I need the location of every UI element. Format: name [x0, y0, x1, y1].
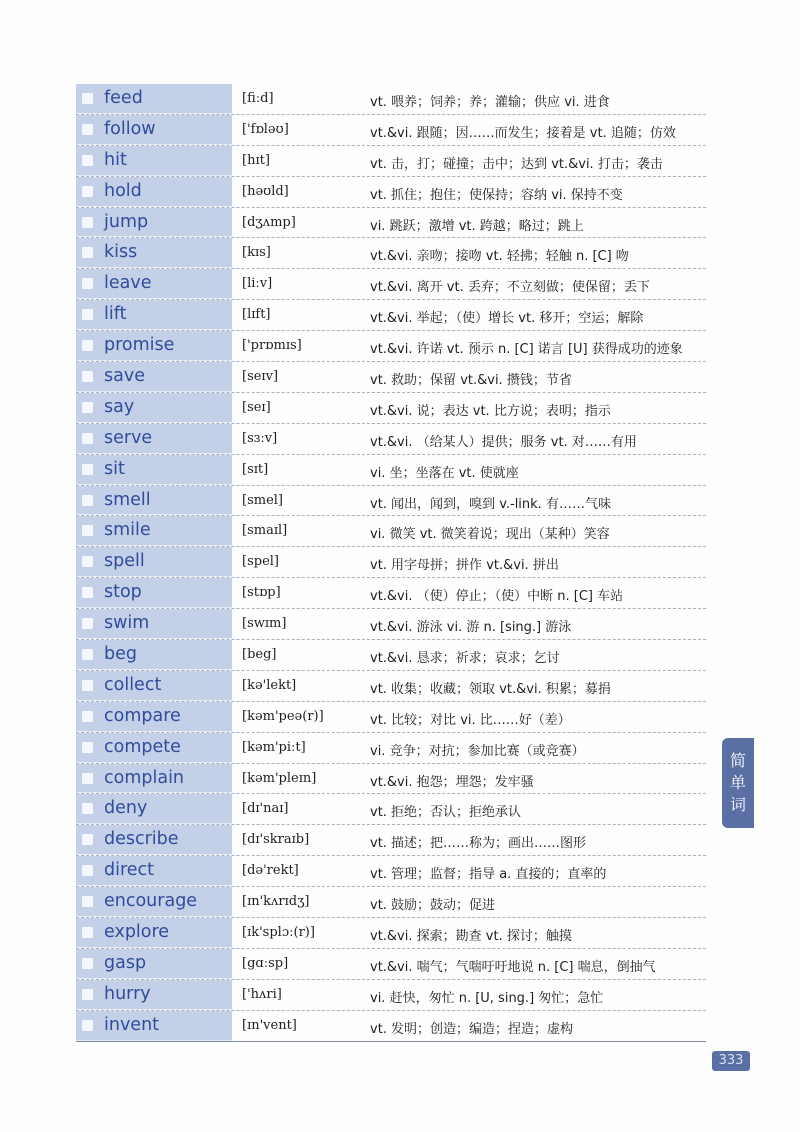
- word-definition: vt. 发明；创造；编造；捏造；虚构: [370, 1021, 574, 1037]
- phonetic-transcription: [də'rekt]: [242, 863, 299, 879]
- word-cell: [76, 794, 232, 824]
- word-checkbox[interactable]: [82, 896, 93, 907]
- word-checkbox[interactable]: [82, 309, 93, 320]
- word-definition: vt. 拒绝；否认；拒绝承认: [370, 805, 522, 821]
- phonetic-transcription: [kəm'peə(r)]: [242, 708, 324, 724]
- word-label: complain: [104, 767, 185, 788]
- word-cell: [76, 393, 232, 423]
- word-label: invent: [104, 1014, 160, 1035]
- phonetic-transcription: [lɪft]: [242, 307, 271, 323]
- word-cell: [76, 1011, 232, 1041]
- word-cell: [76, 177, 232, 207]
- word-cell: [76, 208, 232, 238]
- vocab-row: [76, 177, 706, 208]
- word-label: explore: [104, 922, 170, 943]
- word-checkbox[interactable]: [82, 803, 93, 814]
- phonetic-transcription: [ɪk'splɔː(r)]: [242, 925, 315, 941]
- word-checkbox[interactable]: [82, 834, 93, 845]
- word-label: smile: [104, 520, 151, 541]
- phonetic-transcription: [kɪs]: [242, 245, 271, 261]
- phonetic-transcription: [dɪ'naɪ]: [242, 801, 289, 817]
- word-cell: [76, 238, 232, 268]
- word-definition: vt.&vi. （给某人）提供；服务 vt. 对……有用: [370, 434, 637, 450]
- vocab-row: [76, 424, 706, 455]
- word-cell: [76, 146, 232, 176]
- word-cell: [76, 455, 232, 485]
- vocab-row: [76, 393, 706, 424]
- word-label: beg: [104, 644, 137, 665]
- word-checkbox[interactable]: [82, 402, 93, 413]
- word-label: smell: [104, 489, 151, 510]
- word-checkbox[interactable]: [82, 1020, 93, 1031]
- word-definition: vt.&vi. 跟随；因……而发生；接着是 vt. 追随；仿效: [370, 125, 676, 141]
- word-label: feed: [104, 88, 143, 108]
- phonetic-transcription: [həʊld]: [242, 183, 289, 199]
- word-definition: vt. 闻出，闻到，嗅到 v.-link. 有……气味: [370, 496, 611, 512]
- word-label: follow: [104, 118, 156, 139]
- phonetic-transcription: [kə'lekt]: [242, 677, 297, 693]
- word-label: describe: [104, 829, 179, 850]
- phonetic-transcription: [seɪv]: [242, 369, 279, 385]
- word-checkbox[interactable]: [82, 155, 93, 166]
- word-definition: vt. 比较；对比 vi. 比……好（差）: [370, 712, 571, 728]
- word-checkbox[interactable]: [82, 433, 93, 444]
- phonetic-transcription: [sɪt]: [242, 461, 269, 477]
- word-cell: [76, 609, 232, 639]
- word-definition: vt. 描述；把……称为；画出……图形: [370, 836, 587, 852]
- vocab-row: [76, 362, 706, 393]
- phonetic-transcription: ['fɒləʊ]: [242, 121, 289, 137]
- section-tab-char: 简: [729, 751, 746, 770]
- vocab-row: [76, 980, 706, 1011]
- word-definition: vi. 竞争；对抗；参加比赛（或竞赛）: [370, 743, 585, 759]
- word-checkbox[interactable]: [82, 989, 93, 1000]
- vocab-row: [76, 702, 706, 733]
- word-checkbox[interactable]: [82, 217, 93, 228]
- word-label: spell: [104, 551, 145, 572]
- word-definition: vt. 抓住；抱住；使保持；容纳 vi. 保持不变: [370, 187, 623, 203]
- word-definition: vt.&vi. 喘气；气喘吁吁地说 n. [C] 喘息，倒抽气: [370, 959, 656, 975]
- word-cell: [76, 671, 232, 701]
- word-checkbox[interactable]: [82, 958, 93, 969]
- vocab-row: [76, 84, 706, 115]
- vocab-row: [76, 486, 706, 517]
- phonetic-transcription: ['hʌri]: [242, 986, 282, 1002]
- word-definition: vt.&vi. 许诺 vt. 预示 n. [C] 诺言 [U] 获得成功的迹象: [370, 342, 683, 358]
- section-tab[interactable]: [722, 738, 754, 828]
- word-cell: [76, 362, 232, 392]
- word-checkbox[interactable]: [82, 556, 93, 567]
- word-label: hurry: [104, 983, 151, 1004]
- word-definition: vi. 微笑 vt. 微笑着说；现出（某种）笑容: [370, 527, 610, 543]
- word-label: collect: [104, 674, 162, 695]
- phonetic-transcription: [ɪn'vent]: [242, 1017, 297, 1033]
- word-cell: [76, 825, 232, 855]
- word-cell: [76, 516, 232, 546]
- word-cell: [76, 949, 232, 979]
- word-label: stop: [104, 582, 142, 603]
- word-checkbox[interactable]: [82, 773, 93, 784]
- word-checkbox[interactable]: [82, 865, 93, 876]
- word-definition: vt.&vi. 说；表达 vt. 比方说；表明；指示: [370, 403, 611, 419]
- vocab-row: [76, 887, 706, 918]
- word-checkbox[interactable]: [82, 495, 93, 506]
- word-definition: vt.&vi. 举起；（使）增长 vt. 移开；空运；解除: [370, 311, 644, 327]
- word-definition: vt. 收集；收藏；领取 vt.&vi. 积累；募捐: [370, 681, 611, 697]
- word-cell: [76, 640, 232, 670]
- word-cell: [76, 486, 232, 516]
- word-label: sit: [104, 458, 125, 479]
- phonetic-transcription: [kəm'pleɪn]: [242, 770, 317, 786]
- word-checkbox[interactable]: [82, 525, 93, 536]
- phonetic-transcription: [sɜːv]: [242, 430, 278, 446]
- word-checkbox[interactable]: [82, 742, 93, 753]
- vocab-row: [76, 856, 706, 887]
- word-label: encourage: [104, 891, 198, 912]
- word-definition: vi. 坐；坐落在 vt. 使就座: [370, 465, 519, 481]
- vocab-row: [76, 547, 706, 578]
- vocab-row: [76, 578, 706, 609]
- word-checkbox[interactable]: [82, 340, 93, 351]
- phonetic-transcription: [kəm'piːt]: [242, 739, 306, 755]
- word-label: hit: [104, 149, 127, 170]
- vocab-row: [76, 918, 706, 949]
- vocab-row: [76, 640, 706, 671]
- phonetic-transcription: [smel]: [242, 492, 283, 508]
- word-checkbox[interactable]: [82, 278, 93, 289]
- phonetic-transcription: [fiːd]: [242, 91, 274, 106]
- word-definition: vt.&vi. 游泳 vi. 游 n. [sing.] 游泳: [370, 620, 572, 636]
- phonetic-transcription: [seɪ]: [242, 399, 271, 415]
- vocab-row: [76, 733, 706, 764]
- word-cell: [76, 331, 232, 361]
- word-label: serve: [104, 427, 153, 448]
- vocab-row: [76, 794, 706, 825]
- vocab-row: [76, 825, 706, 856]
- word-cell: [76, 980, 232, 1010]
- vocab-row: [76, 516, 706, 547]
- word-label: jump: [104, 211, 149, 232]
- vocab-row: [76, 238, 706, 269]
- phonetic-transcription: [dɪ'skraɪb]: [242, 832, 310, 848]
- word-definition: vt. 鼓励；鼓动；促进: [370, 898, 496, 914]
- section-tab-char: 单: [729, 773, 746, 792]
- word-cell: [76, 578, 232, 608]
- vocab-row: [76, 455, 706, 486]
- vocabulary-table: [76, 84, 706, 1042]
- word-label: hold: [104, 180, 142, 201]
- word-label: compete: [104, 736, 181, 757]
- word-cell: [76, 269, 232, 299]
- word-cell: [76, 733, 232, 763]
- word-definition: vt.&vi. 亲吻；接吻 vt. 轻拂；轻触 n. [C] 吻: [370, 249, 629, 265]
- vocab-row: [76, 115, 706, 146]
- word-label: promise: [104, 335, 175, 356]
- word-label: gasp: [104, 952, 147, 973]
- word-label: deny: [104, 798, 148, 819]
- word-checkbox[interactable]: [82, 649, 93, 660]
- phonetic-transcription: [liːv]: [242, 276, 273, 292]
- phonetic-transcription: [stɒp]: [242, 585, 281, 601]
- word-cell: [76, 300, 232, 330]
- word-cell: [76, 856, 232, 886]
- word-checkbox[interactable]: [82, 93, 93, 104]
- word-checkbox[interactable]: [82, 618, 93, 629]
- word-definition: vt.&vi. （使）停止；（使）中断 n. [C] 车站: [370, 589, 624, 605]
- word-checkbox[interactable]: [82, 587, 93, 598]
- vocab-row: [76, 764, 706, 795]
- word-checkbox[interactable]: [82, 124, 93, 135]
- vocab-row: [76, 1011, 706, 1042]
- word-label: lift: [104, 304, 127, 325]
- word-definition: vt.&vi. 探索；勘查 vt. 探讨；触摸: [370, 929, 572, 945]
- word-cell: [76, 84, 232, 114]
- word-label: kiss: [104, 242, 138, 263]
- vocab-row: [76, 300, 706, 331]
- word-checkbox[interactable]: [82, 711, 93, 722]
- word-definition: vt. 管理；监督；指导 a. 直接的；直率的: [370, 867, 607, 883]
- phonetic-transcription: [hɪt]: [242, 152, 270, 168]
- phonetic-transcription: [gɑːsp]: [242, 955, 289, 971]
- phonetic-transcription: ['prɒmɪs]: [242, 338, 302, 354]
- word-checkbox[interactable]: [82, 247, 93, 258]
- word-definition: vt.&vi. 恳求；祈求；哀求；乞讨: [370, 651, 560, 667]
- word-cell: [76, 918, 232, 948]
- word-cell: [76, 424, 232, 454]
- word-label: direct: [104, 860, 155, 881]
- word-definition: vi. 跳跃；激增 vt. 跨越；略过；跳上: [370, 218, 584, 234]
- word-label: say: [104, 396, 135, 417]
- section-tab-char: 词: [729, 795, 746, 814]
- page-number: 333: [712, 1051, 750, 1071]
- word-definition: vt. 喂养；饲养；养；灌输；供应 vi. 进食: [370, 95, 610, 110]
- phonetic-transcription: [beg]: [242, 647, 277, 663]
- word-definition: vt. 用字母拼；拼作 vt.&vi. 拼出: [370, 558, 559, 574]
- word-cell: [76, 887, 232, 917]
- vocab-row: [76, 949, 706, 980]
- word-cell: [76, 547, 232, 577]
- phonetic-transcription: [spel]: [242, 554, 279, 570]
- word-cell: [76, 115, 232, 145]
- vocab-row: [76, 609, 706, 640]
- word-label: leave: [104, 273, 152, 294]
- word-label: save: [104, 366, 145, 387]
- phonetic-transcription: [ɪn'kʌrɪdʒ]: [242, 894, 310, 910]
- word-checkbox[interactable]: [82, 927, 93, 938]
- vocab-row: [76, 146, 706, 177]
- word-checkbox[interactable]: [82, 371, 93, 382]
- word-checkbox[interactable]: [82, 680, 93, 691]
- word-cell: [76, 764, 232, 794]
- phonetic-transcription: [smaɪl]: [242, 523, 288, 539]
- phonetic-transcription: [swɪm]: [242, 616, 287, 632]
- word-definition: vt.&vi. 离开 vt. 丢弃；不立刻做；使保留；丢下: [370, 280, 650, 296]
- phonetic-transcription: [dʒʌmp]: [242, 214, 296, 230]
- word-definition: vt.&vi. 抱怨；埋怨；发牢骚: [370, 774, 534, 790]
- word-checkbox[interactable]: [82, 464, 93, 475]
- word-definition: vt. 救助；保留 vt.&vi. 攒钱；节省: [370, 373, 572, 389]
- word-label: compare: [104, 705, 181, 726]
- word-label: swim: [104, 613, 150, 634]
- vocab-row: [76, 671, 706, 702]
- word-definition: vt. 击，打；碰撞；击中；达到 vt.&vi. 打击；袭击: [370, 156, 663, 172]
- word-definition: vi. 赶快，匆忙 n. [U, sing.] 匆忙；急忙: [370, 990, 604, 1006]
- vocab-row: [76, 269, 706, 300]
- vocab-row: [76, 331, 706, 362]
- word-cell: [76, 702, 232, 732]
- vocab-row: [76, 208, 706, 239]
- word-checkbox[interactable]: [82, 186, 93, 197]
